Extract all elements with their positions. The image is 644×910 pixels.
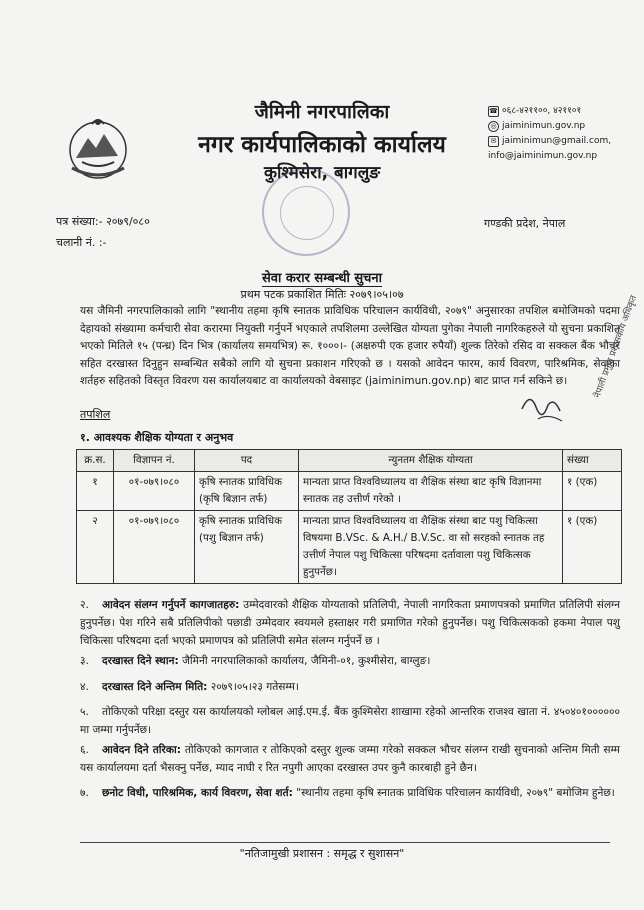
contact-block xyxy=(488,104,638,164)
list-item: २. आवेदन संलग्न गर्नुपर्ने कागजातहरु: उम्मेदवारको शैक्षिक योग्यताको प्रतिलिपी, नेपाली नागरिकता प्रमाणपत्रको प्रमाणित प्रतिलिपी संलग्न हुनुपर्नेछ। पेश गरिने सबै प्रतिलिपीको पछाडी उम्मेदवार स्वयमले हस्ताक्षर गरी प्रमाणित गरेको हुनुपर्नेछ। पशु चिकित्सकको हकमा नेपाल पशु चिकित्सा परिषदमा दर्ता भएको प्रमाणपत्र को प्रतिलिपी समेत संलग्न गर्नुपर्ने छ । xyxy=(80,599,620,647)
col-qual: न्युनतम शैक्षिक योग्यता xyxy=(299,450,563,472)
cell-adv: ०१-०७९।०८० xyxy=(114,511,195,584)
municipality-name: जैमिनी नगरपालिका xyxy=(254,101,390,123)
office-address: कुश्मिसेरा, बागलुङ xyxy=(263,163,381,183)
list-item: ४. दरखास्त दिने अन्तिम मिति: २०७९।०५।२३ गतेसम्म। xyxy=(80,681,299,693)
cell-qual: मान्यता प्राप्त विश्वविध्यालय वा शैक्षिक संस्था बाट कृषि विज्ञानमा स्नातक तह उत्तीर्ण गरेको । xyxy=(299,472,563,511)
list-item: ७. छनोट विधी, पारिश्रमिक, कार्य विवरण, सेवा शर्त: "स्थानीय तहमा कृषि स्नातक प्राविधिक परिचालन कार्यविधी, २०७९" बमोजिम हुनेछ। xyxy=(80,787,615,799)
col-sn: क्र.स. xyxy=(77,450,114,472)
margin-note: नेपाली प्रमुख प्रशासकीय अधिकृत xyxy=(592,294,640,400)
tapsil-label: तपशिल xyxy=(80,408,111,421)
list-item: ५. तोकिएको परिक्षा दस्तुर यस कार्यालयको ग्लोबल आई.एम.ई. बैंक कुश्मिसेरा शाखामा रहेको आन्तरिक राजश्व खाता नं. ४५०४०१०००००० मा जम्मा गर्नुपर्नेछ। xyxy=(80,706,620,736)
cell-adv: ०१-०७९।०८० xyxy=(114,472,195,511)
col-post: पद xyxy=(195,450,299,472)
table-row xyxy=(77,511,622,584)
cell-count: १ (एक) xyxy=(563,472,622,511)
contact-email-2: info@jaiminimun.gov.np xyxy=(488,151,598,161)
qualification-table xyxy=(76,449,622,584)
footer-motto: "नतिजामुखी प्रशासन : समृद्ध र सुशासन" xyxy=(239,847,405,860)
cell-qual: मान्यता प्राप्त विश्वविध्यालय वा शैक्षिक संस्था बाट पशु चिकित्सा विषयमा B.VSc. & A.H./ B.V.Sc. वा सो सरहको स्नातक तह उत्तीर्ण नेपाल पशु चिकित्सा परिषदमा दर्तावाला पशु चिकित्सक हुनुपर्नेछ। xyxy=(299,511,563,584)
col-adv: विज्ञापन नं. xyxy=(114,450,195,472)
cell-post: कृषि स्नातक प्राविधिक (कृषि बिज्ञान तर्फ) xyxy=(195,472,299,511)
footer-divider xyxy=(80,842,610,843)
mail-icon: ✉ xyxy=(488,136,499,147)
contact-email: jaiminimun@gmail.com, xyxy=(502,136,612,146)
phone-icon: ☎ xyxy=(489,107,498,115)
col-count: संख्या xyxy=(563,450,622,472)
list-item: ३. दरखास्त दिने स्थान: जैमिनी नगरपालिकाको कार्यालय, जैमिनी-०१, कुश्मीसेरा, बाग्लुङ। xyxy=(80,655,431,667)
dispatch-number: चलानी नं. :- xyxy=(56,236,107,249)
notice-body: यस जैमिनी नगरपालिकाको लागि "स्थानीय तहमा कृषि स्नातक प्राविधिक परिचालन कार्यविधी, २०७९" अनुसारका तपशिल बमोजिमको पदमा देहायको संख्यामा कर्मचारी सेवा करारमा नियुक्ती गर्नुपर्ने भएकाले तपशिलमा उल्लेखित योग्यता पुगेका नेपाली नागरिकहरुले यो सुचना प्रकाशित भएको मितिले १५ (पन्ध्र) दिन भित्र (कार्यालय समयभित्र) रू. १०००।- (अक्षरुपी एक हजार रुपैयाँ) शुल्क तिरेको रसिद वा सक्कल बैंक भौचर सहित दरखास्त दिनुहुन सम्बन्धित सबैको लागि यो सुचना प्रकाशन गरिएको छ । यसको आवेदन फारम, कार्य विवरण, पारिश्रमिक, सेवाका शर्तहरु सहितको विस्तृत विवरण यस कार्यालयबाट वा कार्यालयको वेबसाइट (jaiminimun.gov.np) बाट प्राप्त गर्न सकिने छ। xyxy=(80,305,620,387)
contact-web: jaiminimun.gov.np xyxy=(502,121,586,131)
cell-sn: १ xyxy=(77,472,114,511)
cell-count: १ (एक) xyxy=(563,511,622,584)
office-stamp xyxy=(262,168,350,256)
province-name: गण्डकी प्रदेश, नेपाल xyxy=(484,217,566,230)
globe-icon: ◎ xyxy=(488,121,499,132)
signature xyxy=(518,387,578,427)
section-1-heading: १. आवश्यक शैक्षिक योग्यता र अनुभव xyxy=(80,431,234,444)
cell-sn: २ xyxy=(77,511,114,584)
table-row xyxy=(77,472,622,511)
reference-number: पत्र संख्या:- २०७९/०८० xyxy=(56,215,150,228)
table-header-row xyxy=(77,450,622,472)
contact-phone: ०६८-४२११००, ४२११०१ xyxy=(502,106,582,116)
list-item: ६. आवेदन दिने तरिका: तोकिएको कागजात र तोकिएको दस्तुर शुल्क जम्मा गरेको सक्कल भौचर संलग्न राखी सुचनाको अन्तिम मिती सम्म यस कार्यालयमा दर्ता भैसक्नु पर्नेछ, म्याद नाघी र रित नपुगी आएका दरखास्त उपर कुनै कारबाही हुने छैन। xyxy=(80,744,620,774)
office-name: नगर कार्यपालिकाको कार्यालय xyxy=(198,132,446,158)
cell-post: कृषि स्नातक प्राविधिक (पशु बिज्ञान तर्फ) xyxy=(195,511,299,584)
notice-title: सेवा करार सम्बन्धी सुचना xyxy=(262,271,382,286)
publish-date: प्रथम पटक प्रकाशित मितिः २०७९।०५।०७ xyxy=(240,288,404,301)
